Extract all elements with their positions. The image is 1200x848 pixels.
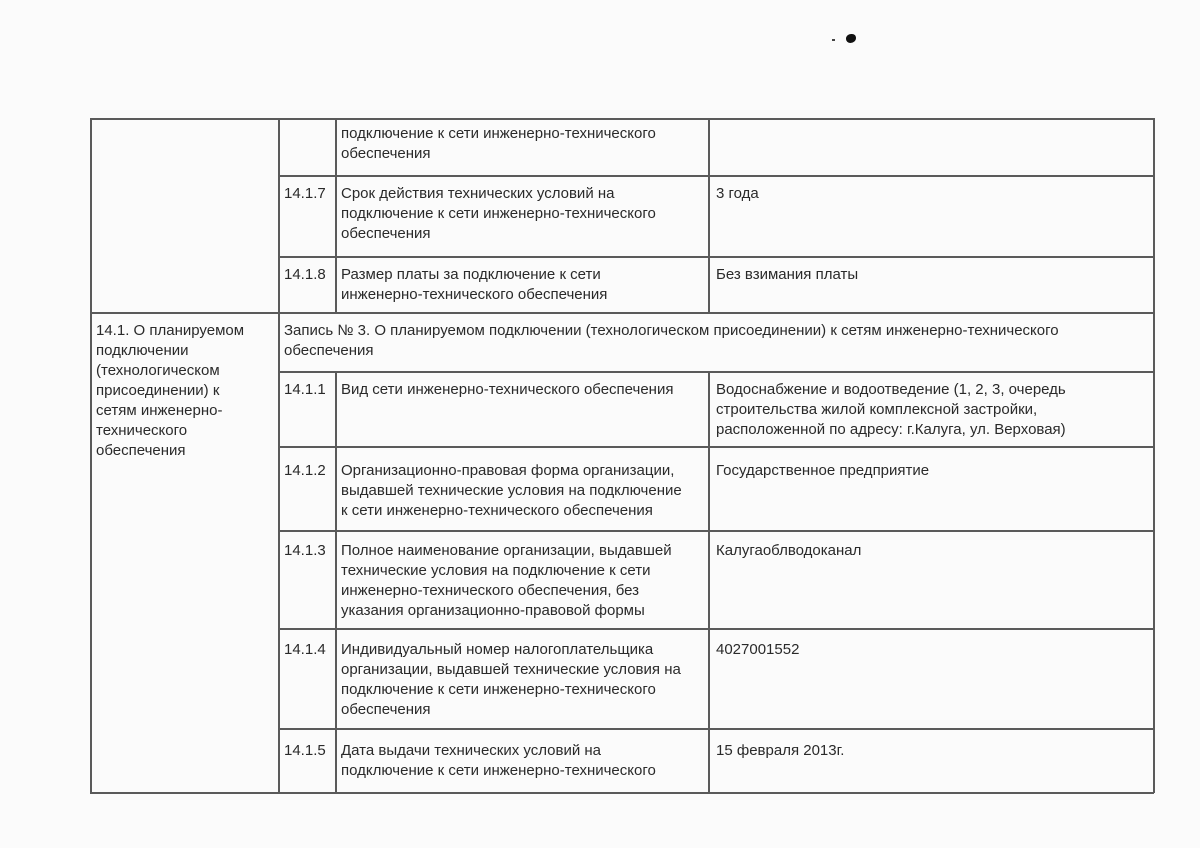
row-value: Без взимания платы: [716, 266, 859, 283]
row-number: 14.1.4: [284, 641, 326, 658]
row-divider: [278, 728, 1154, 730]
row-label: Размер платы за подключение к сети инженерно-технического обеспечения: [341, 266, 608, 303]
row-number: 14.1.2: [284, 462, 326, 479]
row-number: 14.1.8: [284, 266, 326, 283]
row-value: Водоснабжение и водоотведение (1, 2, 3, очередь строительства жилой комплексной застройки, расположенной по адресу: г.Калуга, ул. Верховая): [716, 381, 1066, 438]
row-label: Организационно-правовая форма организации, выдавшей технические условия на подключение к сети инженерно-технического обеспечения: [341, 462, 682, 519]
table-border: [90, 118, 1154, 120]
col-divider: [335, 371, 337, 793]
row-divider: [278, 371, 1154, 373]
row-divider: [278, 628, 1154, 630]
record-header: Запись № 3. О планируемом подключении (технологическом присоединении) к сетям инженерно-технического обеспечения: [284, 322, 1059, 359]
row-value: Калугаоблводоканал: [716, 542, 862, 559]
row-number: 14.1.7: [284, 185, 326, 202]
row-label: Индивидуальный номер налогоплательщика организации, выдавшей технические условия на подключение к сети инженерно-технического обеспечения: [341, 641, 681, 718]
col-divider: [708, 371, 710, 793]
row-number: 14.1.5: [284, 742, 326, 759]
row-divider: [278, 530, 1154, 532]
scan-speck: [832, 39, 835, 41]
row-divider: [278, 175, 1154, 177]
table-border: [1153, 118, 1155, 793]
row-divider: [278, 256, 1154, 258]
row-divider: [90, 312, 1154, 314]
row-value: 3 года: [716, 185, 759, 202]
row-number: 14.1.3: [284, 542, 326, 559]
row-value: Государственное предприятие: [716, 462, 930, 479]
col-divider: [335, 118, 337, 312]
row-label: Полное наименование организации, выдавшей технические условия на подключение к сети инженерно-технического обеспечения, без указания организационно-правовой формы: [341, 542, 672, 619]
table-border: [90, 792, 1154, 794]
col-divider: [278, 118, 280, 793]
row-value: 15 февраля 2013г.: [716, 742, 845, 759]
row-number: 14.1.1: [284, 381, 326, 398]
row-label: Дата выдачи технических условий на подключение к сети инженерно-технического: [341, 742, 656, 779]
row-divider: [278, 446, 1154, 448]
scan-speck: [846, 34, 856, 43]
row-value: 4027001552: [716, 641, 800, 658]
row-label: подключение к сети инженерно-технического обеспечения: [341, 125, 656, 162]
section-title: 14.1. О планируемом подключении (технологическом присоединении) к сетям инженерно- технического обеспечения: [96, 322, 245, 459]
table-border: [90, 118, 92, 793]
row-label: Вид сети инженерно-технического обеспечения: [341, 381, 674, 398]
col-divider: [708, 118, 710, 312]
row-label: Срок действия технических условий на подключение к сети инженерно-технического обеспечения: [341, 185, 656, 242]
